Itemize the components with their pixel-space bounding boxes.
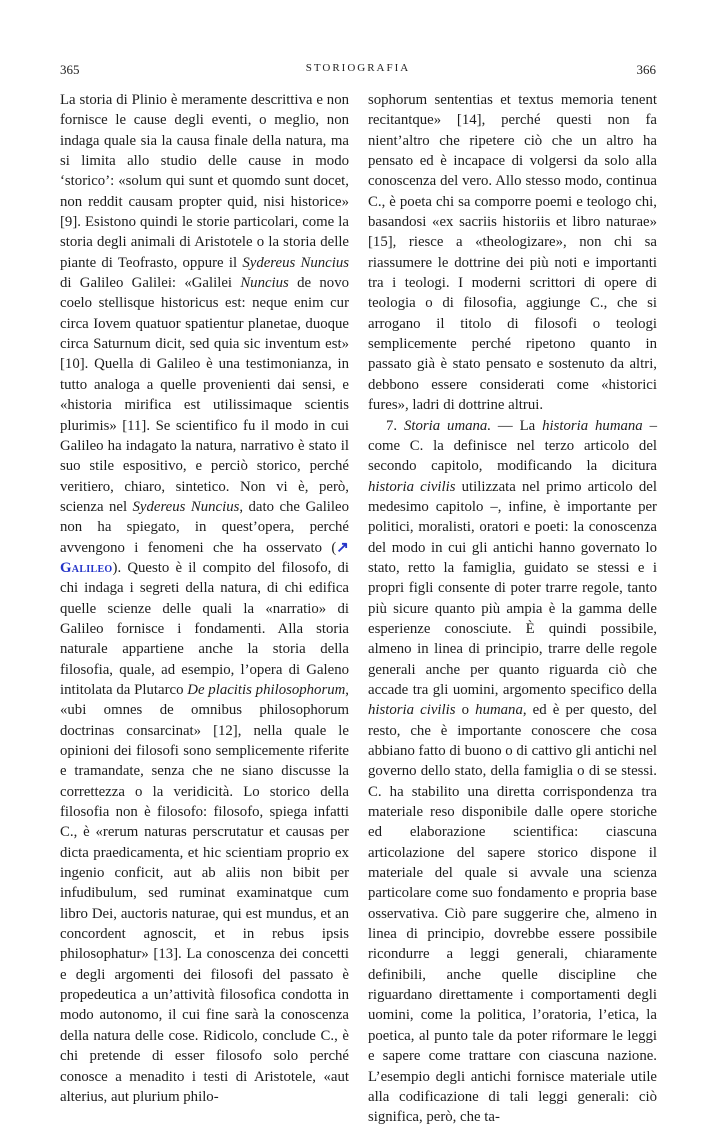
text-run: , ed è per questo, del resto, che è importante conoscere che cosa abbiano fatto di buono o di cattivo gli antichi nel governo dello stato, della famiglia o di se stessi. C. ha stabilito una diretta corrispondenza tra materiale reso disponibile dalle opere storiche ed elaborazione scientifica: ciascuna articolazione del sapere storico dispone il materiale del quale si avvale una scienza particolare come suo fondamento e propria base osservativa. Ciò pare suggerire che, almeno in linea di principio, dovrebbe essere possibile ricondurre a leggi generali, chiaramente definibili, anche quelle discipline che riguardano direttamente i comportamenti degli uomini, come la politica, l’oratoria, l’etica, la poetica, al punto tale da poter riformare le leggi e sapere come trattare con ciascuna nazione. L’esempio degli antichi fornisce materiale utile alla codificazione di tali leggi generali: ciò significa, però, che ta- bbox=[368, 702, 658, 1126]
text-run: di Galileo Galilei: «Galilei bbox=[60, 275, 241, 292]
italic-text: humana bbox=[475, 702, 523, 719]
italic-text: historia humana bbox=[542, 417, 643, 434]
text-column-left bbox=[60, 90, 349, 1105]
text-run: – come C. la definisce nel terzo articolo del secondo capitolo, modificando la dicitura bbox=[368, 417, 657, 475]
text-run: , dato che Galileo non ha spiegato, in quest’opera, perché avvengono i fenomeni che ha osservato ( bbox=[60, 498, 349, 556]
text-run: ). Questo è il compito del filosofo, di chi indaga i segreti della natura, di chi edifica quelle scienze delle quali la «narratio» di Galileo fornisce i fondamenti. Alla storia naturale appartiene anche la storia della filosofia, quale, ad esempio, l’opera di Galeno intitolata da Plutarco bbox=[60, 559, 349, 698]
text-run: o bbox=[455, 702, 476, 719]
text-column-right bbox=[368, 90, 658, 1126]
text-run: utilizzata nel primo articolo del medesimo capitolo –, infine, è importante per politici, moralisti, oratori e poeti: la conoscenza del modo in cui gli antichi hanno governato lo stato, retto la famiglia, guidato se stessi e i propri figli consente di poter trarre regole, tanto più sicure quanto più ampia è la gamma delle esperienze conosciute. È quindi possibile, almeno in linea di principio, trarre delle regole generali anche per quanto riguarda ciò che accade tra gli uomini, argomento specifico della bbox=[368, 478, 657, 698]
text-run: La storia di Plinio è meramente descrittiva e non fornisce le cause degli eventi, o meglio, non indaga quale sia la causa finale della natura, ma si limita allo studio delle cause in modo ‘storico’: «solum qui sunt et quomdo sunt docet, non reddit causam propter quid, nisi historice» [9]. Esistono quindi le storie particolari, come la storia degli animali di Aristotele o la storia delle piante di Teofrasto, oppure il bbox=[60, 92, 349, 271]
page-number-left: 365 bbox=[60, 62, 80, 77]
cross-reference-link[interactable]: ↗ Galileo bbox=[60, 539, 349, 576]
italic-text: Nuncius bbox=[240, 275, 289, 292]
text-run: , «ubi omnes de omnibus philosophorum doctrinas consarcinat» [12], nella quale le opinioni dei filosofi sono semplicemente riferite e tramandate, senza che ne siano discusse la correttezza o la veridicità. Lo storico della filosofia non è filosofo: filosofo, spiega infatti C., è «rerum naturas perscrutatur et causas per dicta praedicamenta, et hic scientiam proprio ex ingenio conficit, aut ab aliis non bibit per infudibulum, sed ruminat examinatque cum libro Dei, auctoris naturae, qui est mundus, et an concordent agnoscit, et in rebus ipsis philosophatur» [13]. La conoscenza dei concetti e degli argomenti dei filosofi del passato è propedeutica a un’attività filosofica condotta in modo autonomo, il cui fine sarà la conoscenza della natura delle cose. Ridicolo, conclude C., è chi pretende di esser filosofo solo perché conosce a menadito i testi di Aristotele, «aut alterius, aut plurium philo- bbox=[60, 681, 349, 1105]
text-run: 7. bbox=[386, 417, 404, 434]
italic-text: historia civilis bbox=[368, 702, 456, 719]
running-header bbox=[60, 62, 656, 82]
italic-text: Sydereus Nuncius bbox=[132, 498, 240, 515]
section-paragraph bbox=[368, 416, 657, 1128]
italic-text: Sydereus Nuncius bbox=[242, 254, 349, 271]
italic-text: De placitis philosophorum bbox=[187, 681, 346, 698]
page-number-right: 366 bbox=[636, 62, 656, 77]
text-run: de novo coelo stellisque historicus est: neque enim cur circa Iovem quatuor spatientur planetae, duoque circa Saturnum dicit, sed quia sic inventum est» [10]. Quella di Galileo è una testimonianza, in tutto analoga a quelle provenienti dai sensi, e «historia mirifica est utilissimaque scientis plurimis» [11]. Se scientifico fu il modo in cui Galileo ha indagato la natura, narrativo è stato il suo stile espositivo, e perciò storico, perché veritiero, chiaro, sintetico. Non vi è, però, scienza nel bbox=[60, 275, 349, 515]
paragraph bbox=[368, 90, 657, 416]
text-run: — La bbox=[491, 417, 543, 434]
italic-text: Storia umana. bbox=[403, 417, 492, 434]
paragraph bbox=[60, 90, 349, 1107]
running-title: STORIOGRAFIA bbox=[305, 62, 411, 74]
text-run: sophorum sententias et textus memoria tenent recitantque» [14], perché questi non fa nient’altro che ripetere ciò che un altro ha pensato ed è incapace di volgersi da solo alla conoscenza del vero. Allo stesso modo, continua C., è poeta chi sa comporre poemi e teologo chi, basandosi «ex sacriis historiis et libro naturae» [15], riesce a «theologizare», non chi sa riassumere le dottrine dei più noti e importanti tra i teologi. I moderni scrittori di opere di teologia o di filosofia, aggiunge C., che si arrogano il titolo di filosofi o teologi semplicemente perché ripetono quanto in passato già è stato pensato e sostenuto da altri, debbono essere considerati come «historici fures», ladri di dottrine altrui. bbox=[368, 92, 657, 414]
italic-text: historia civilis bbox=[368, 478, 456, 495]
